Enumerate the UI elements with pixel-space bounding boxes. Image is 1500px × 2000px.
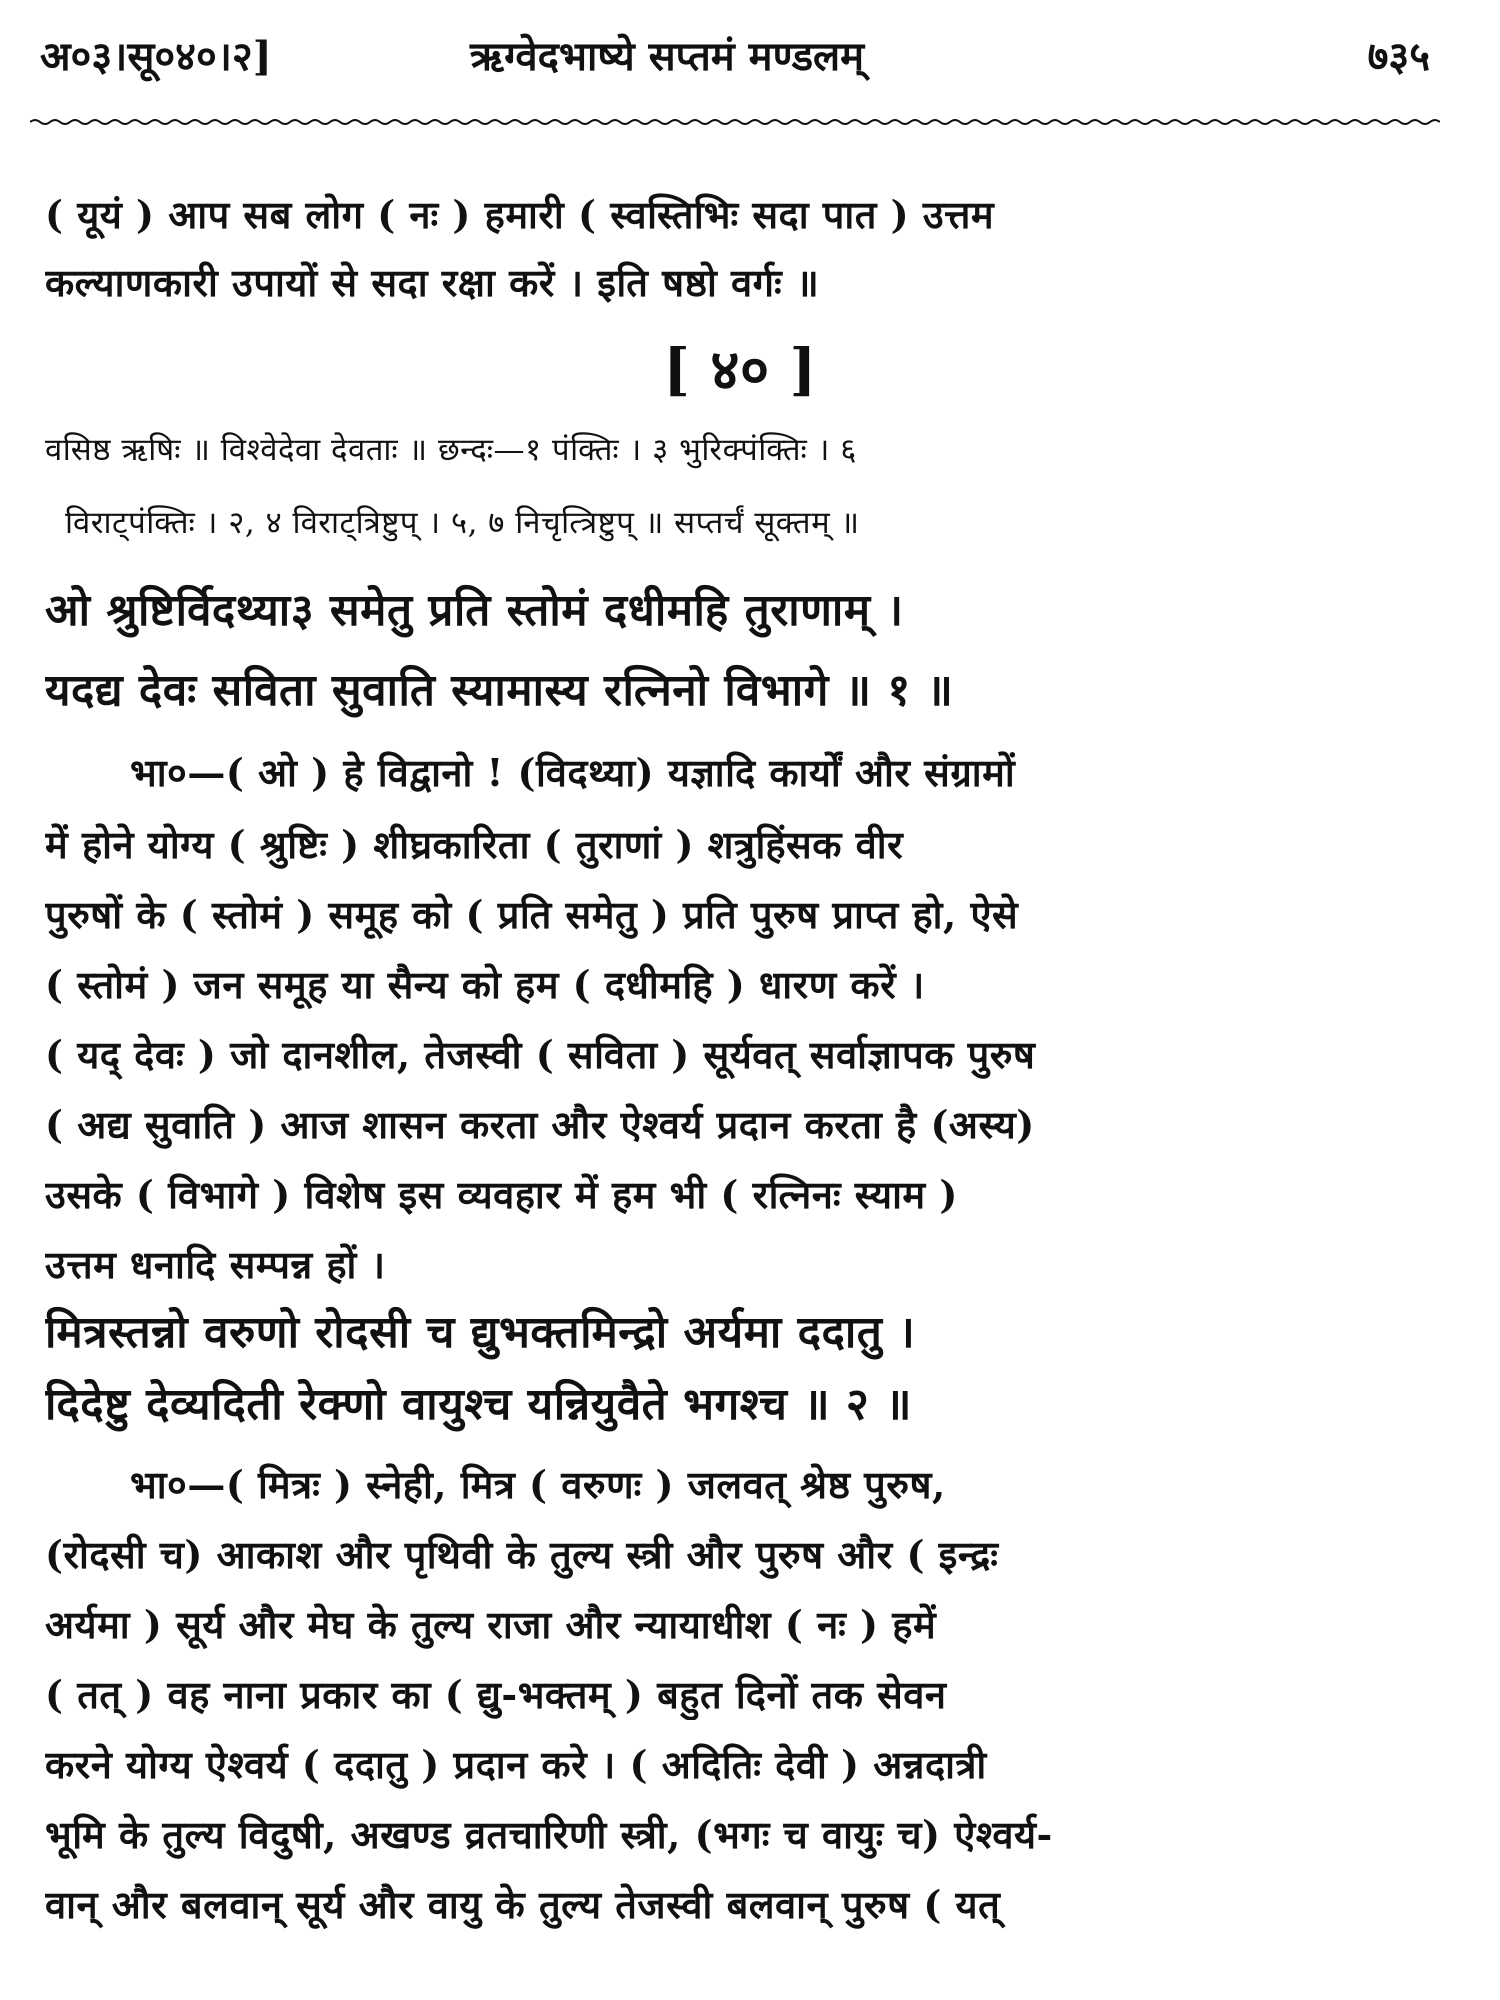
sukta-metadata-line: वसिष्ठ ऋषिः ॥ विश्वेदेवा देवताः ॥ छन्दः—१ पंक्तिः । ३ भुरिक्पंक्तिः । ६ [45,432,857,468]
header-wavy-rule [30,118,1440,126]
text-line: कल्याणकारी उपायों से सदा रक्षा करें । इति षष्ठो वर्गः ॥ [45,260,820,305]
commentary-line: करने योग्य ऐश्वर्य ( ददातु ) प्रदान करे । ( अदितिः देवी ) अन्नदात्री [45,1742,987,1787]
sukta-number: [ ४० ] [663,337,817,403]
mantra-line: ओ श्रुष्टिर्विदथ्या३ समेतु प्रति स्तोमं दधीमहि तुराणाम् । [45,585,904,636]
sukta-metadata-line: विराट्पंक्तिः । २, ४ विराट्त्रिष्टुप् । ५, ७ निचृत्त्रिष्टुप् ॥ सप्तर्चं सूक्तम् ॥ [65,505,860,541]
commentary-line: में होने योग्य ( श्रुष्टिः ) शीघ्रकारिता ( तुराणां ) शत्रुहिंसक वीर [45,822,904,867]
mantra-line: मित्रस्तन्नो वरुणो रोदसी च द्युभक्तमिन्द्रो अर्यमा ददातु । [45,1307,916,1358]
commentary-line: भूमि के तुल्य विदुषी, अखण्ड व्रतचारिणी स्त्री, (भगः च वायुः च) ऐश्वर्य- [45,1812,1053,1857]
commentary-line: ( यद् देवः ) जो दानशील, तेजस्वी ( सविता ) सूर्यवत् सर्वाज्ञापक पुरुष [45,1032,1036,1077]
mantra-line: दिदेष्टु देव्यदिती रेक्णो वायुश्च यन्नियुवैते भगश्च ॥ २ ॥ [45,1379,912,1430]
commentary-line: वान् और बलवान् सूर्य और वायु के तुल्य तेजस्वी बलवान् पुरुष ( यत् [45,1882,1001,1927]
commentary-line: उत्तम धनादि सम्पन्न हों । [45,1242,386,1287]
running-title: ऋग्वेदभाष्ये सप्तमं मण्डलम् [470,33,865,80]
commentary-line: (रोदसी च) आकाश और पृथिवी के तुल्य स्त्री और पुरुष और ( इन्द्रः [45,1532,999,1577]
commentary-line: ( तत् ) वह नाना प्रकार का ( द्यु-भक्तम् ) बहुत दिनों तक सेवन [45,1672,947,1717]
commentary-line: भा०—( ओ ) हे विद्वानो ! (विदथ्या) यज्ञादि कार्यों और संग्रामों [130,750,1016,795]
commentary-line: अर्यमा ) सूर्य और मेघ के तुल्य राजा और न्यायाधीश ( नः ) हमें [45,1602,937,1647]
commentary-line: भा०—( मित्रः ) स्नेही, मित्र ( वरुणः ) जलवत् श्रेष्ठ पुरुष, [130,1462,946,1507]
commentary-line: पुरुषों के ( स्तोमं ) समूह को ( प्रति समेतु ) प्रति पुरुष प्राप्त हो, ऐसे [45,892,1019,937]
page-number: ७३५ [1367,33,1430,80]
section-reference: अ०३।सू०४०।२] [40,33,272,80]
running-header [30,22,1430,92]
commentary-line: उसके ( विभागे ) विशेष इस व्यवहार में हम भी ( रत्निनः स्याम ) [45,1172,958,1217]
text-line: ( यूयं ) आप सब लोग ( नः ) हमारी ( स्वस्तिभिः सदा पात ) उत्तम [45,192,995,237]
mantra-line: यदद्य देवः सविता सुवाति स्यामास्य रत्निनो विभागे ॥ १ ॥ [45,665,954,716]
commentary-line: ( स्तोमं ) जन समूह या सैन्य को हम ( दधीमहि ) धारण करें । [45,962,925,1007]
commentary-line: ( अद्य सुवाति ) आज शासन करता और ऐश्वर्य प्रदान करता है (अस्य) [45,1102,1035,1147]
